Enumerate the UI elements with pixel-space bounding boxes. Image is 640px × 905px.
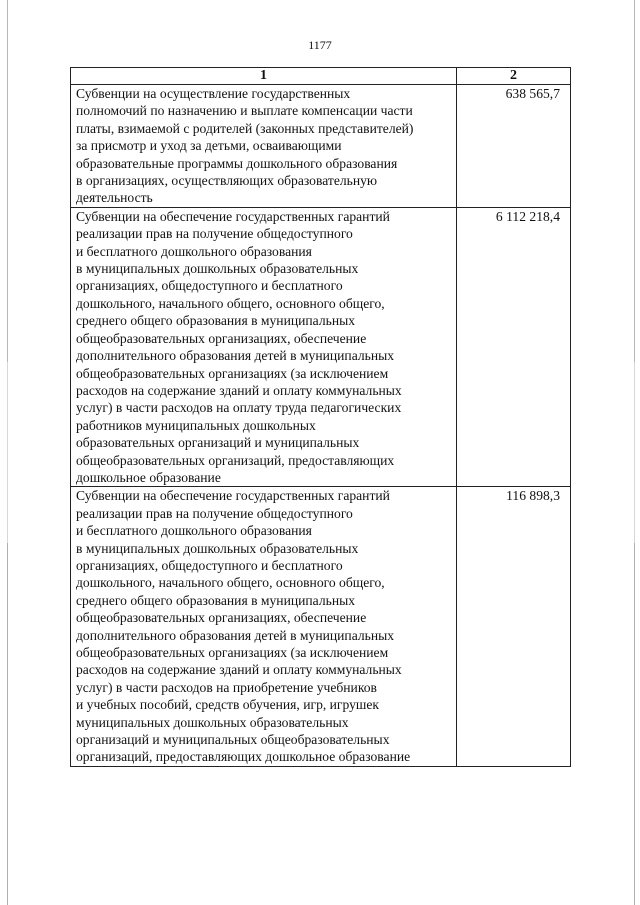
description-line: платы, взимаемой с родителей (законных представителей) bbox=[76, 120, 414, 136]
description-line: муниципальных дошкольных образовательных bbox=[76, 714, 349, 730]
description-line: среднего общего образования в муниципальных bbox=[76, 313, 356, 329]
table-row bbox=[71, 487, 571, 767]
row-description bbox=[71, 487, 457, 767]
description-line: общеобразовательных организаций, предоставляющих bbox=[76, 452, 395, 468]
description-line: услуг) в части расходов на приобретение учебников bbox=[76, 679, 377, 695]
table-header bbox=[71, 68, 571, 85]
row-description bbox=[71, 85, 457, 208]
description-line: дошкольное образование bbox=[76, 469, 221, 485]
table-row bbox=[71, 207, 571, 487]
description-line: реализации прав на получение общедоступного bbox=[76, 226, 353, 242]
description-line: полномочий по назначению и выплате компенсации части bbox=[76, 103, 413, 119]
description-line: дошкольного, начального общего, основного общего, bbox=[76, 575, 385, 591]
row-description bbox=[71, 207, 457, 487]
row-amount: 116 898,3 bbox=[457, 487, 571, 767]
description-line: и учебных пособий, средств обучения, игр, игрушек bbox=[76, 697, 380, 713]
description-line: организаций, предоставляющих дошкольное образование bbox=[76, 749, 411, 765]
description-line: организаций и муниципальных общеобразовательных bbox=[76, 732, 390, 748]
table-row bbox=[71, 85, 571, 208]
table-body bbox=[71, 85, 571, 767]
description-line: среднего общего образования в муниципальных bbox=[76, 592, 356, 608]
description-line: расходов на содержание зданий и оплату коммунальных bbox=[76, 662, 402, 678]
description-line: Субвенции на осуществление государственных bbox=[76, 86, 351, 101]
description-line: общеобразовательных организациях (за исключением bbox=[76, 645, 389, 660]
column-header-description: 1 bbox=[71, 68, 457, 85]
description-line: Субвенции на обеспечение государственных гарантий bbox=[76, 208, 390, 224]
description-line: образовательные программы дошкольного образования bbox=[76, 155, 398, 171]
description-line: Субвенции на обеспечение государственных гарантий bbox=[76, 488, 390, 504]
description-line: общеобразовательных организациях, обеспечение bbox=[76, 330, 367, 346]
description-line: за присмотр и уход за детьми, осваивающими bbox=[76, 138, 342, 154]
page-number: 1177 bbox=[308, 38, 332, 52]
header-row bbox=[71, 68, 571, 85]
description-line: общеобразовательных организациях, обеспечение bbox=[76, 610, 367, 626]
description-line: дошкольного, начального общего, основного общего, bbox=[76, 295, 385, 311]
description-line: деятельность bbox=[76, 190, 153, 206]
description-line: реализации прав на получение общедоступного bbox=[76, 505, 353, 521]
description-line: общеобразовательных организациях (за исключением bbox=[76, 365, 389, 381]
description-line: организациях, общедоступного и бесплатного bbox=[76, 557, 343, 573]
description-line: и бесплатного дошкольного образования bbox=[76, 523, 312, 539]
subventions-table bbox=[70, 67, 571, 767]
description-line: и бесплатного дошкольного образования bbox=[76, 243, 312, 259]
description-line: в организациях, осуществляющих образовательную bbox=[76, 173, 378, 189]
description-line: образовательных организаций и муниципальных bbox=[76, 435, 360, 451]
scan-edge-left bbox=[7, 0, 8, 905]
scan-edge-right bbox=[634, 0, 635, 905]
description-line: в муниципальных дошкольных образовательных bbox=[76, 261, 359, 277]
description-line: услуг) в части расходов на оплату труда педагогических bbox=[76, 400, 402, 416]
column-header-amount: 2 bbox=[457, 68, 571, 85]
description-line: работников муниципальных дошкольных bbox=[76, 417, 316, 433]
row-amount: 638 565,7 bbox=[457, 85, 571, 208]
row-amount: 6 112 218,4 bbox=[457, 207, 571, 487]
description-line: в муниципальных дошкольных образовательных bbox=[76, 540, 359, 556]
description-line: организациях, общедоступного и бесплатного bbox=[76, 278, 343, 294]
description-line: расходов на содержание зданий и оплату коммунальных bbox=[76, 382, 402, 398]
description-line: дополнительного образования детей в муниципальных bbox=[76, 348, 395, 364]
description-line: дополнительного образования детей в муниципальных bbox=[76, 627, 395, 643]
